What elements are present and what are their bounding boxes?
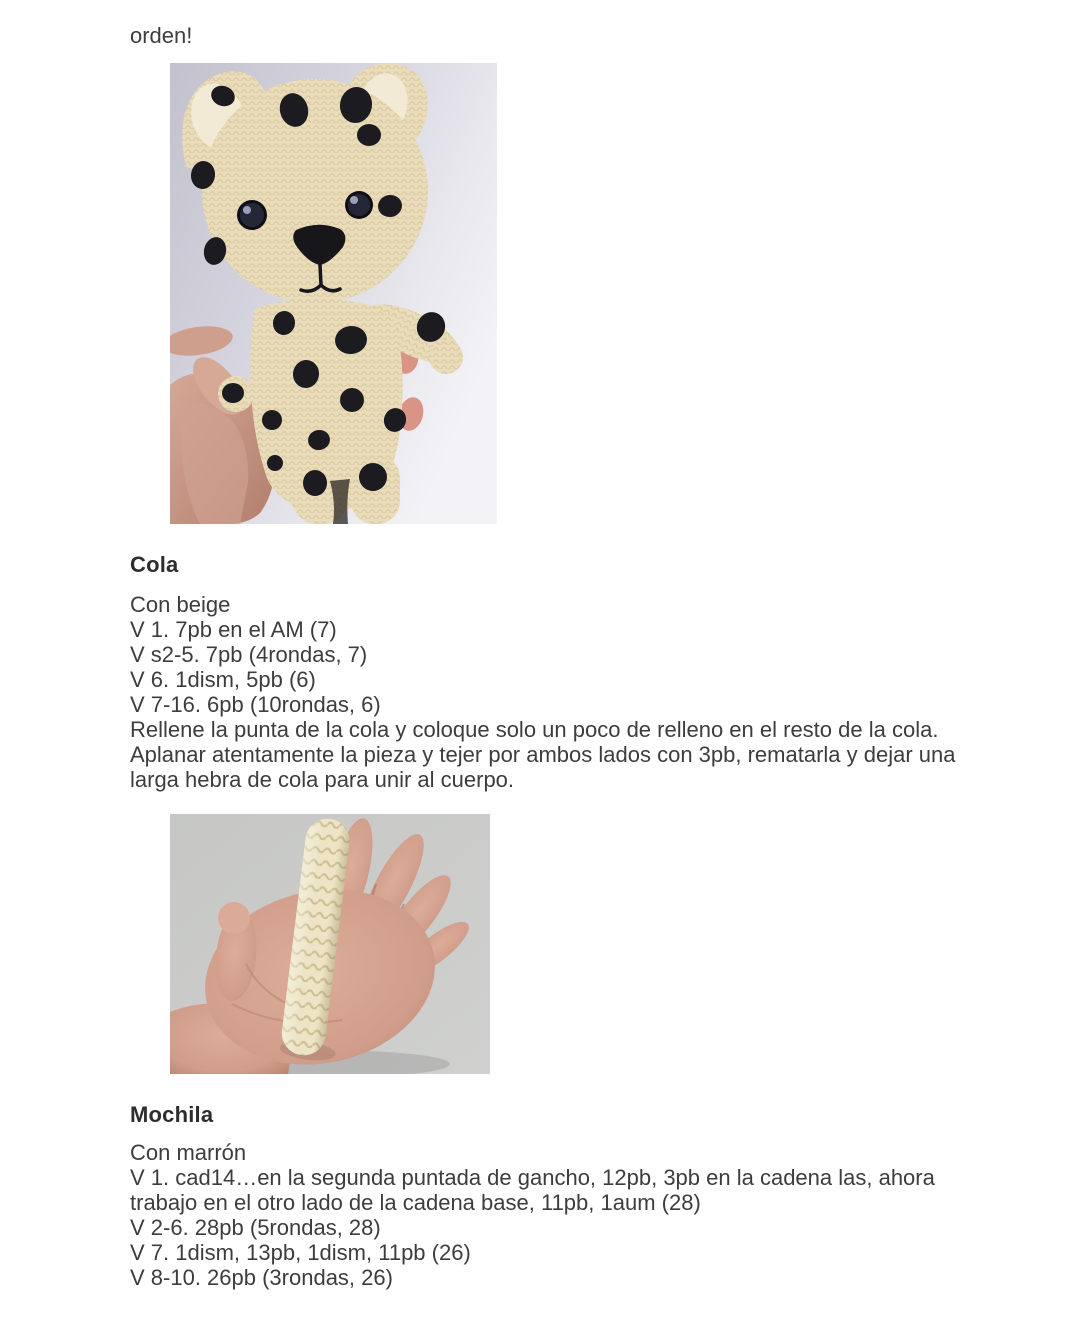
pattern-text-cola [130, 592, 1000, 792]
pattern-line: V 6. 1dism, 5pb (6) [130, 667, 316, 692]
toy-photo [170, 63, 497, 524]
pattern-line: V 7. 1dism, 13pb, 1dism, 11pb (26) [130, 1240, 471, 1265]
pattern-line: Rellene la punta de la cola y coloque solo un poco de relleno en el resto de la cola. [130, 717, 939, 742]
section-heading-mochila: Mochila [130, 1102, 214, 1128]
pattern-line: Con marrón [130, 1140, 247, 1165]
pattern-line: V 1. 7pb en el AM (7) [130, 617, 337, 642]
tail-photo [170, 814, 490, 1074]
pattern-line: V 7-16. 6pb (10rondas, 6) [130, 692, 381, 717]
toy-photo-illustration [170, 63, 497, 524]
section-heading-cola: Cola [130, 552, 179, 578]
tail-photo-illustration [170, 814, 490, 1074]
intro-text: orden! [130, 23, 193, 48]
pattern-line: larga hebra de cola para unir al cuerpo. [130, 767, 515, 792]
pattern-line: V s2-5. 7pb (4rondas, 7) [130, 642, 368, 667]
pattern-line: V 2-6. 28pb (5rondas, 28) [130, 1215, 381, 1240]
pattern-line: V 1. cad14…en la segunda puntada de gancho, 12pb, 3pb en la cadena las, ahora [130, 1165, 935, 1190]
pattern-text-mochila [130, 1140, 1000, 1290]
pattern-line: trabajo en el otro lado de la cadena base, 11pb, 1aum (28) [130, 1190, 701, 1215]
pattern-line: Aplanar atentamente la pieza y tejer por ambos lados con 3pb, rematarla y dejar una [130, 742, 956, 767]
pattern-line: V 8-10. 26pb (3rondas, 26) [130, 1265, 393, 1290]
pattern-line: Con beige [130, 592, 231, 617]
